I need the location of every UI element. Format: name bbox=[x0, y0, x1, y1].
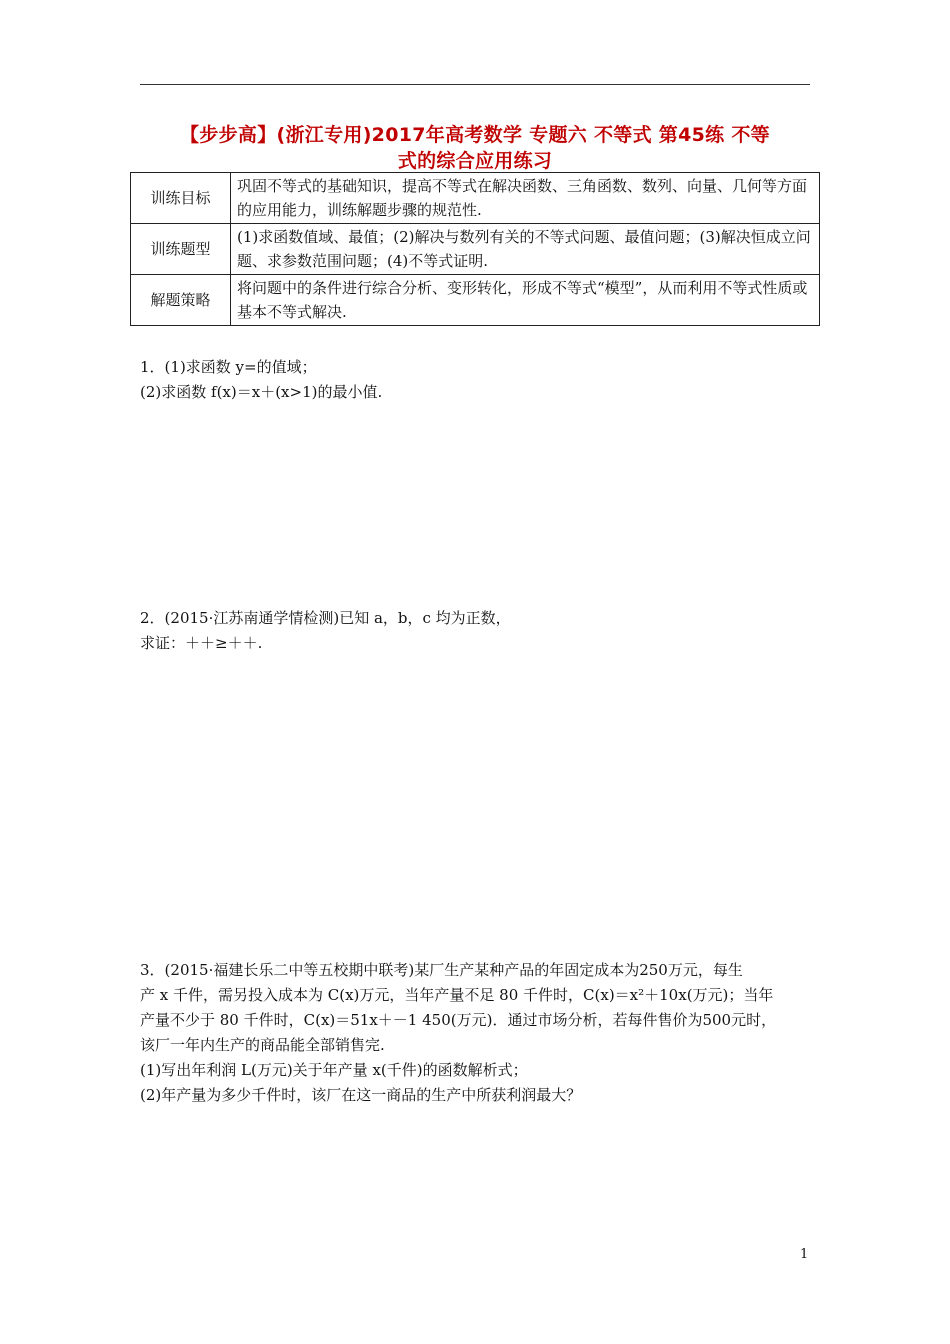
title-line-1: 【步步高】(浙江专用)2017年高考数学 专题六 不等式 第45练 不等 bbox=[180, 124, 770, 146]
row-label: 解题策略 bbox=[131, 275, 231, 326]
table-row bbox=[131, 173, 820, 224]
question-1-part-1: 1．(1)求函数 y=的值域； bbox=[140, 358, 317, 376]
question-3-line-1: 3．(2015·福建长乐二中等五校期中联考)某厂生产某种产品的年固定成本为250万元，每生 bbox=[140, 961, 743, 979]
question-1-part-2: (2)求函数 f(x)＝x＋(x>1)的最小值. bbox=[140, 383, 383, 401]
row-label: 训练目标 bbox=[131, 173, 231, 224]
table-row bbox=[131, 275, 820, 326]
page-number: 1 bbox=[800, 1247, 809, 1262]
question-2-line-2: 求证：＋＋≥＋＋. bbox=[140, 634, 263, 652]
question-3-part-1: (1)写出年利润 L(万元)关于年产量 x(千件)的函数解析式； bbox=[140, 1061, 528, 1079]
question-1 bbox=[140, 355, 820, 405]
row-content: 巩固不等式的基础知识，提高不等式在解决函数、三角函数、数列、向量、几何等方面的应用能力，训练解题步骤的规范性. bbox=[231, 173, 820, 224]
title-line-2: 式的综合应用练习 bbox=[397, 150, 553, 172]
training-overview-table bbox=[130, 172, 820, 326]
question-3-line-3: 产量不少于 80 千件时，C(x)＝51x＋－1 450(万元)．通过市场分析，若每件售价为500元时， bbox=[140, 1011, 777, 1029]
row-label: 训练题型 bbox=[131, 224, 231, 275]
question-3-line-4: 该厂一年内生产的商品能全部销售完. bbox=[140, 1036, 385, 1054]
question-2-line-1: 2．(2015·江苏南通学情检测)已知 a，b，c 均为正数， bbox=[140, 609, 511, 627]
table-row bbox=[131, 224, 820, 275]
question-2 bbox=[140, 606, 820, 656]
question-3 bbox=[140, 958, 820, 1108]
question-3-line-2: 产 x 千件，需另投入成本为 C(x)万元，当年产量不足 80 千件时，C(x)＝x²＋10x(万元)；当年 bbox=[140, 986, 774, 1004]
row-content: (1)求函数值域、最值；(2)解决与数列有关的不等式问题、最值问题；(3)解决恒成立问题、求参数范围问题；(4)不等式证明. bbox=[231, 224, 820, 275]
header-rule bbox=[140, 84, 810, 85]
row-content: 将问题中的条件进行综合分析、变形转化，形成不等式“模型”，从而利用不等式性质或基本不等式解决. bbox=[231, 275, 820, 326]
document-title bbox=[130, 122, 820, 174]
question-3-part-2: (2)年产量为多少千件时，该厂在这一商品的生产中所获利润最大？ bbox=[140, 1086, 582, 1104]
